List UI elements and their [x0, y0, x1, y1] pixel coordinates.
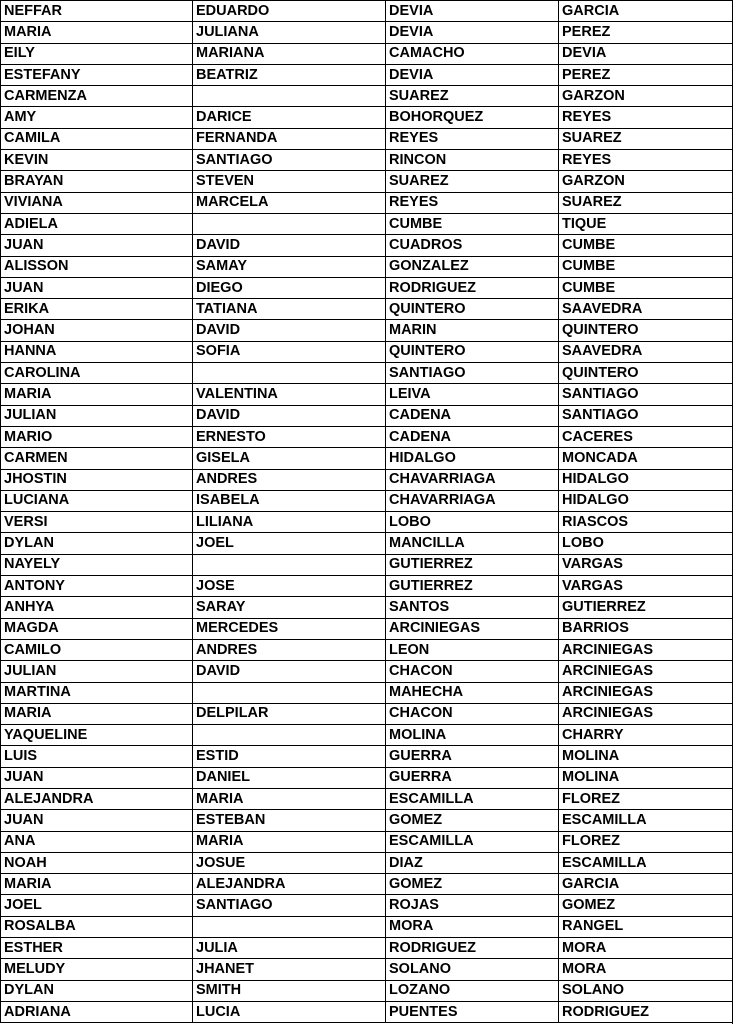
first-surname-cell[interactable]: GUTIERREZ — [386, 554, 559, 575]
second-surname-cell[interactable]: SOLANO — [559, 980, 733, 1001]
first-surname-cell[interactable]: QUINTERO — [386, 341, 559, 362]
second-surname-cell[interactable]: MONCADA — [559, 448, 733, 469]
first-name-cell[interactable]: JUAN — [1, 235, 193, 256]
second-surname-cell[interactable]: LOBO — [559, 533, 733, 554]
first-surname-cell[interactable]: LEIVA — [386, 384, 559, 405]
second-name-cell[interactable]: MARCELA — [193, 192, 386, 213]
first-name-cell[interactable]: JUAN — [1, 767, 193, 788]
first-surname-cell[interactable]: PUENTES — [386, 1001, 559, 1022]
second-name-cell[interactable]: STEVEN — [193, 171, 386, 192]
table-row — [1, 469, 733, 490]
second-surname-cell[interactable]: MOLINA — [559, 746, 733, 767]
second-name-cell[interactable]: MARIA — [193, 831, 386, 852]
table-row — [1, 938, 733, 959]
first-surname-cell[interactable]: RINCON — [386, 150, 559, 171]
first-surname-cell[interactable]: CUMBE — [386, 213, 559, 234]
first-surname-cell[interactable]: GUTIERREZ — [386, 576, 559, 597]
second-name-cell[interactable]: VALENTINA — [193, 384, 386, 405]
second-name-cell[interactable]: DIEGO — [193, 277, 386, 298]
first-name-cell[interactable]: ANA — [1, 831, 193, 852]
first-name-cell[interactable]: YAQUELINE — [1, 725, 193, 746]
first-name-cell[interactable]: DYLAN — [1, 533, 193, 554]
table-row — [1, 639, 733, 660]
table-row — [1, 128, 733, 149]
table-row — [1, 831, 733, 852]
table-row — [1, 384, 733, 405]
first-surname-cell[interactable]: SOLANO — [386, 959, 559, 980]
first-surname-cell[interactable]: ESCAMILLA — [386, 788, 559, 809]
first-name-cell[interactable]: MARIA — [1, 703, 193, 724]
first-surname-cell[interactable]: QUINTERO — [386, 299, 559, 320]
second-surname-cell[interactable]: MOLINA — [559, 767, 733, 788]
first-surname-cell[interactable]: CHACON — [386, 661, 559, 682]
second-surname-cell[interactable]: GARZON — [559, 171, 733, 192]
first-name-cell[interactable]: CAMILA — [1, 128, 193, 149]
first-surname-cell[interactable]: MAHECHA — [386, 682, 559, 703]
first-name-cell[interactable]: MARIA — [1, 874, 193, 895]
second-surname-cell[interactable]: QUINTERO — [559, 320, 733, 341]
first-name-cell[interactable]: ADIELA — [1, 213, 193, 234]
first-name-cell[interactable]: ERIKA — [1, 299, 193, 320]
second-name-cell[interactable]: ANDRES — [193, 639, 386, 660]
table-row — [1, 213, 733, 234]
second-surname-cell[interactable]: TIQUE — [559, 213, 733, 234]
table-row — [1, 1, 733, 22]
second-surname-cell[interactable]: ESCAMILLA — [559, 810, 733, 831]
table-row — [1, 363, 733, 384]
first-name-cell[interactable]: ALEJANDRA — [1, 788, 193, 809]
table-row — [1, 43, 733, 64]
first-surname-cell[interactable]: MORA — [386, 916, 559, 937]
table-row — [1, 277, 733, 298]
second-name-cell[interactable]: JOSE — [193, 576, 386, 597]
first-surname-cell[interactable]: SUAREZ — [386, 171, 559, 192]
first-surname-cell[interactable]: LEON — [386, 639, 559, 660]
second-surname-cell[interactable]: BARRIOS — [559, 618, 733, 639]
second-surname-cell[interactable]: ESCAMILLA — [559, 852, 733, 873]
first-surname-cell[interactable]: DIAZ — [386, 852, 559, 873]
first-name-cell[interactable]: JOEL — [1, 895, 193, 916]
table-row — [1, 852, 733, 873]
second-surname-cell[interactable]: ARCINIEGAS — [559, 639, 733, 660]
first-name-cell[interactable]: MELUDY — [1, 959, 193, 980]
first-surname-cell[interactable]: CHACON — [386, 703, 559, 724]
first-surname-cell[interactable]: MANCILLA — [386, 533, 559, 554]
first-name-cell[interactable]: CAMILO — [1, 639, 193, 660]
first-surname-cell[interactable]: MOLINA — [386, 725, 559, 746]
table-row — [1, 916, 733, 937]
table-row — [1, 682, 733, 703]
table-row — [1, 576, 733, 597]
table-row — [1, 725, 733, 746]
first-name-cell[interactable]: HANNA — [1, 341, 193, 362]
first-name-cell[interactable]: KEVIN — [1, 150, 193, 171]
table-row — [1, 86, 733, 107]
second-name-cell[interactable]: JOSUE — [193, 852, 386, 873]
first-surname-cell[interactable]: ESCAMILLA — [386, 831, 559, 852]
second-surname-cell[interactable]: MORA — [559, 959, 733, 980]
first-surname-cell[interactable]: RODRIGUEZ — [386, 938, 559, 959]
first-name-cell[interactable]: CARMEN — [1, 448, 193, 469]
first-surname-cell[interactable]: GOMEZ — [386, 810, 559, 831]
table-row — [1, 448, 733, 469]
second-name-cell[interactable] — [193, 916, 386, 937]
second-name-cell[interactable]: GISELA — [193, 448, 386, 469]
second-name-cell[interactable]: TATIANA — [193, 299, 386, 320]
second-surname-cell[interactable]: GUTIERREZ — [559, 597, 733, 618]
first-surname-cell[interactable]: MARIN — [386, 320, 559, 341]
first-surname-cell[interactable]: CHAVARRIAGA — [386, 490, 559, 511]
second-name-cell[interactable]: ANDRES — [193, 469, 386, 490]
table-row — [1, 746, 733, 767]
second-surname-cell[interactable]: RODRIGUEZ — [559, 1001, 733, 1022]
first-name-cell[interactable]: NOAH — [1, 852, 193, 873]
first-name-cell[interactable]: JULIAN — [1, 405, 193, 426]
second-name-cell[interactable]: JOEL — [193, 533, 386, 554]
table-row — [1, 426, 733, 447]
first-surname-cell[interactable]: ARCINIEGAS — [386, 618, 559, 639]
names-table-body — [1, 1, 733, 1023]
first-surname-cell[interactable]: ROJAS — [386, 895, 559, 916]
first-name-cell[interactable]: MARIO — [1, 426, 193, 447]
table-row — [1, 299, 733, 320]
first-surname-cell[interactable]: DEVIA — [386, 22, 559, 43]
second-surname-cell[interactable]: ARCINIEGAS — [559, 703, 733, 724]
first-name-cell[interactable]: ESTHER — [1, 938, 193, 959]
second-surname-cell[interactable]: FLOREZ — [559, 831, 733, 852]
table-row — [1, 980, 733, 1001]
second-name-cell[interactable]: MARIA — [193, 788, 386, 809]
first-surname-cell[interactable]: CADENA — [386, 405, 559, 426]
second-surname-cell[interactable]: GOMEZ — [559, 895, 733, 916]
second-surname-cell[interactable]: DEVIA — [559, 43, 733, 64]
first-name-cell[interactable]: MAGDA — [1, 618, 193, 639]
second-surname-cell[interactable]: ARCINIEGAS — [559, 661, 733, 682]
second-surname-cell[interactable]: MORA — [559, 938, 733, 959]
second-surname-cell[interactable]: SANTIAGO — [559, 384, 733, 405]
first-name-cell[interactable]: EILY — [1, 43, 193, 64]
second-surname-cell[interactable]: VARGAS — [559, 554, 733, 575]
first-name-cell[interactable]: AMY — [1, 107, 193, 128]
second-name-cell[interactable]: DAVID — [193, 405, 386, 426]
second-name-cell[interactable]: ESTEBAN — [193, 810, 386, 831]
second-surname-cell[interactable]: RANGEL — [559, 916, 733, 937]
second-surname-cell[interactable]: GARZON — [559, 86, 733, 107]
second-surname-cell[interactable]: GARCIA — [559, 874, 733, 895]
first-surname-cell[interactable]: RODRIGUEZ — [386, 277, 559, 298]
table-row — [1, 107, 733, 128]
first-surname-cell[interactable]: SANTIAGO — [386, 363, 559, 384]
second-name-cell[interactable] — [193, 554, 386, 575]
second-surname-cell[interactable]: CUMBE — [559, 256, 733, 277]
first-name-cell[interactable]: CARMENZA — [1, 86, 193, 107]
table-row — [1, 256, 733, 277]
second-name-cell[interactable]: SARAY — [193, 597, 386, 618]
second-name-cell[interactable]: DAVID — [193, 320, 386, 341]
table-row — [1, 597, 733, 618]
second-name-cell[interactable]: JULIANA — [193, 22, 386, 43]
table-row — [1, 554, 733, 575]
second-name-cell[interactable]: LILIANA — [193, 512, 386, 533]
second-name-cell[interactable]: MERCEDES — [193, 618, 386, 639]
second-name-cell[interactable]: ERNESTO — [193, 426, 386, 447]
table-row — [1, 1001, 733, 1022]
second-surname-cell[interactable]: ARCINIEGAS — [559, 682, 733, 703]
second-name-cell[interactable]: FERNANDA — [193, 128, 386, 149]
first-name-cell[interactable]: JUAN — [1, 810, 193, 831]
table-row — [1, 618, 733, 639]
second-surname-cell[interactable]: CACERES — [559, 426, 733, 447]
second-name-cell[interactable]: SOFIA — [193, 341, 386, 362]
first-surname-cell[interactable]: LOZANO — [386, 980, 559, 1001]
second-surname-cell[interactable]: HIDALGO — [559, 490, 733, 511]
first-name-cell[interactable]: VERSI — [1, 512, 193, 533]
first-surname-cell[interactable]: LOBO — [386, 512, 559, 533]
first-name-cell[interactable]: LUIS — [1, 746, 193, 767]
table-row — [1, 895, 733, 916]
second-name-cell[interactable]: JULIA — [193, 938, 386, 959]
first-name-cell[interactable]: VIVIANA — [1, 192, 193, 213]
second-surname-cell[interactable]: QUINTERO — [559, 363, 733, 384]
first-surname-cell[interactable]: DEVIA — [386, 1, 559, 22]
second-name-cell[interactable]: ESTID — [193, 746, 386, 767]
second-surname-cell[interactable]: SUAREZ — [559, 128, 733, 149]
first-name-cell[interactable]: MARIA — [1, 384, 193, 405]
first-name-cell[interactable]: ANTONY — [1, 576, 193, 597]
second-surname-cell[interactable]: CUMBE — [559, 277, 733, 298]
table-row — [1, 320, 733, 341]
table-row — [1, 767, 733, 788]
first-name-cell[interactable]: ANHYA — [1, 597, 193, 618]
second-name-cell[interactable]: SMITH — [193, 980, 386, 1001]
first-surname-cell[interactable]: SUAREZ — [386, 86, 559, 107]
first-surname-cell[interactable]: CUADROS — [386, 235, 559, 256]
second-surname-cell[interactable]: REYES — [559, 107, 733, 128]
second-name-cell[interactable] — [193, 86, 386, 107]
second-name-cell[interactable]: DARICE — [193, 107, 386, 128]
first-name-cell[interactable]: MARTINA — [1, 682, 193, 703]
second-surname-cell[interactable]: GARCIA — [559, 1, 733, 22]
first-name-cell[interactable]: ADRIANA — [1, 1001, 193, 1022]
second-surname-cell[interactable]: SUAREZ — [559, 192, 733, 213]
first-surname-cell[interactable]: BOHORQUEZ — [386, 107, 559, 128]
first-name-cell[interactable]: NAYELY — [1, 554, 193, 575]
table-row — [1, 235, 733, 256]
second-name-cell[interactable]: DAVID — [193, 661, 386, 682]
table-row — [1, 703, 733, 724]
second-surname-cell[interactable]: CHARRY — [559, 725, 733, 746]
second-name-cell[interactable]: DELPILAR — [193, 703, 386, 724]
first-surname-cell[interactable]: GONZALEZ — [386, 256, 559, 277]
second-surname-cell[interactable]: REYES — [559, 150, 733, 171]
table-row — [1, 405, 733, 426]
table-row — [1, 64, 733, 85]
table-row — [1, 874, 733, 895]
first-surname-cell[interactable]: CADENA — [386, 426, 559, 447]
table-row — [1, 192, 733, 213]
second-name-cell[interactable]: JHANET — [193, 959, 386, 980]
second-surname-cell[interactable]: RIASCOS — [559, 512, 733, 533]
second-surname-cell[interactable]: PEREZ — [559, 64, 733, 85]
table-row — [1, 533, 733, 554]
first-name-cell[interactable]: ALISSON — [1, 256, 193, 277]
first-surname-cell[interactable]: CHAVARRIAGA — [386, 469, 559, 490]
second-name-cell[interactable]: SAMAY — [193, 256, 386, 277]
first-surname-cell[interactable]: HIDALGO — [386, 448, 559, 469]
first-surname-cell[interactable]: GOMEZ — [386, 874, 559, 895]
second-name-cell[interactable]: DANIEL — [193, 767, 386, 788]
second-surname-cell[interactable]: PEREZ — [559, 22, 733, 43]
first-surname-cell[interactable]: GUERRA — [386, 746, 559, 767]
table-row — [1, 661, 733, 682]
second-name-cell[interactable]: MARIANA — [193, 43, 386, 64]
second-name-cell[interactable]: EDUARDO — [193, 1, 386, 22]
second-name-cell[interactable] — [193, 213, 386, 234]
first-name-cell[interactable]: BRAYAN — [1, 171, 193, 192]
second-name-cell[interactable]: ISABELA — [193, 490, 386, 511]
first-surname-cell[interactable]: REYES — [386, 128, 559, 149]
second-surname-cell[interactable]: SAAVEDRA — [559, 299, 733, 320]
first-surname-cell[interactable]: SANTOS — [386, 597, 559, 618]
first-name-cell[interactable]: JUAN — [1, 277, 193, 298]
first-name-cell[interactable]: ESTEFANY — [1, 64, 193, 85]
first-surname-cell[interactable]: REYES — [386, 192, 559, 213]
second-name-cell[interactable]: SANTIAGO — [193, 150, 386, 171]
table-row — [1, 512, 733, 533]
second-name-cell[interactable]: SANTIAGO — [193, 895, 386, 916]
second-name-cell[interactable]: BEATRIZ — [193, 64, 386, 85]
second-name-cell[interactable]: ALEJANDRA — [193, 874, 386, 895]
table-row — [1, 490, 733, 511]
first-name-cell[interactable]: LUCIANA — [1, 490, 193, 511]
table-row — [1, 150, 733, 171]
first-name-cell[interactable]: JHOSTIN — [1, 469, 193, 490]
second-surname-cell[interactable]: HIDALGO — [559, 469, 733, 490]
second-name-cell[interactable] — [193, 363, 386, 384]
first-name-cell[interactable]: ROSALBA — [1, 916, 193, 937]
second-name-cell[interactable]: LUCIA — [193, 1001, 386, 1022]
first-name-cell[interactable]: DYLAN — [1, 980, 193, 1001]
second-surname-cell[interactable]: FLOREZ — [559, 788, 733, 809]
first-name-cell[interactable]: MARIA — [1, 22, 193, 43]
first-surname-cell[interactable]: CAMACHO — [386, 43, 559, 64]
second-name-cell[interactable] — [193, 725, 386, 746]
first-name-cell[interactable]: JULIAN — [1, 661, 193, 682]
table-row — [1, 22, 733, 43]
first-name-cell[interactable]: NEFFAR — [1, 1, 193, 22]
first-name-cell[interactable]: CAROLINA — [1, 363, 193, 384]
table-row — [1, 341, 733, 362]
first-surname-cell[interactable]: DEVIA — [386, 64, 559, 85]
second-surname-cell[interactable]: SANTIAGO — [559, 405, 733, 426]
first-surname-cell[interactable]: GUERRA — [386, 767, 559, 788]
second-surname-cell[interactable]: SAAVEDRA — [559, 341, 733, 362]
table-row — [1, 171, 733, 192]
table-row — [1, 788, 733, 809]
second-name-cell[interactable] — [193, 682, 386, 703]
table-row — [1, 959, 733, 980]
second-name-cell[interactable]: DAVID — [193, 235, 386, 256]
second-surname-cell[interactable]: VARGAS — [559, 576, 733, 597]
second-surname-cell[interactable]: CUMBE — [559, 235, 733, 256]
first-name-cell[interactable]: JOHAN — [1, 320, 193, 341]
table-row — [1, 810, 733, 831]
